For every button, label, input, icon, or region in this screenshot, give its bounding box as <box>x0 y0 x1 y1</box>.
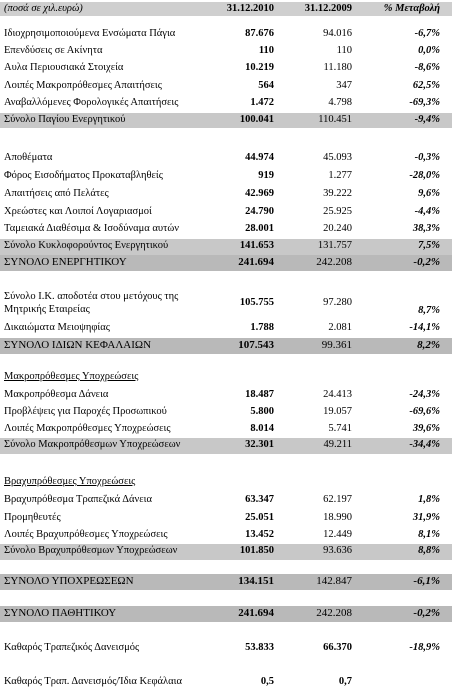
total-row: ΣΥΝΟΛΟ ΥΠΟΧΡΕΩΣΕΩΝ 134.151 142.847 -6,1% <box>0 574 452 590</box>
total-row: ΣΥΝΟΛΟ ΕΝΕΡΓΗΤΙΚΟΥ 241.694 242.208 -0,2% <box>0 255 452 271</box>
total-row: ΣΥΝΟΛΟ ΙΔΙΩΝ ΚΕΦΑΛΑΙΩΝ 107.543 99.361 8,2% <box>0 338 452 354</box>
col-change-header: % Μεταβολή <box>383 3 440 14</box>
col-2009-header: 31.12.2009 <box>304 3 352 14</box>
balance-sheet: (ποσά σε χιλ.ευρώ) 31.12.2010 31.12.2009 % Μεταβολή Ιδιοχρησιμοποιούμενα Ενσώματα Πάγια 87.676 94.016 -6,7% Επενδύσεις σε Ακίνητα 110 110 0,0% Αυλα Περιουσιακά Στοιχεία 10.219 11.180 -8,6% Λοιπές Μακροπρόθεσμες Απαιτήσεις 564 347 62,5% Αναβαλλόμενες Φορολογικές Απαιτήσεις 1.472 4.798 -69,3% Σύνολο Παγίου Ενεργητικού 100.041 110.451 -9,4% Αποθέματα 44.974 45.093 -0,3% Φόρος Εισοδήματος Προκαταβληθείς 919 1.277 -28,0% Απαιτήσεις από Πελάτες 42.969 39.222 9,6% Χρεώστες και Λοιποί Λογαριασμοί 24.790 25.925 -4,4% Ταμειακά Διαθέσιμα & Ισοδύναμα αυτών 28.001 20.240 38,3% Σύνολο Κυκλοφορούντος Ενεργητικού 141.653 131.757 7,5% ΣΥΝΟΛΟ ΕΝΕΡΓΗΤΙΚΟΥ 241.694 242.208 -0,2% Σύνολο Ι.Κ. αποδοτέα στου μετόχους της Μητρικής Εταιρείας 105.755 97.280 8,7% Δικαιώματα Μειοψηφίας 1.788 2.081 -14,1% ΣΥΝΟΛΟ ΙΔΙΩΝ ΚΕΦΑΛΑΙΩΝ 107.543 99.361 8,2% Μακροπρόθεσμες Υποχρεώσεις Μακροπρόθεσμα Δάνεια 18.487 24.413 -24,3% Προβλέψεις για Παροχές Προσωπικού 5.800 19.057 -69,6% Λοιπές Μακροπρόθεσμες Υποχρεώσεις 8.014 5.741 39,6% Σύνολο Μακροπρόθεσμων Υποχρεώσεων 32.301 49.211 -34,4% Βραχυπρόθεσμες Υποχρεώσεις Βραχυπρόθεσμα Τραπεζικά Δάνεια 63.347 62.197 1,8% Προμηθευτές 25.051 18.990 31,9% Λοιπές Βραχυπρόθεσμες Υποχρεώσεις 13.452 12.449 8,1% Σύνολο Βραχυπρόθεσμων Υποχρεώσεων 101.850 93.636 8,8% ΣΥΝΟΛΟ ΥΠΟΧΡΕΩΣΕΩΝ 134.151 142.847 -6,1% ΣΥΝΟΛΟ ΠΑΘΗΤΙΚΟΥ 241.694 242.208 -0,2% Καθαρός Τραπεζικός Δανεισμός 53.833 66.370 -18,9% Καθαρός Τραπ. Δανεισμός/Ίδια Κεφάλαια 0,5 0,7 <box>0 0 452 691</box>
table-row: Σύνολο Ι.Κ. αποδοτέα στου μετόχους της Μητρικής Εταιρείας 105.755 97.280 8,7% <box>4 291 440 316</box>
subtotal-row: Σύνολο Μακροπρόθεσμων Υποχρεώσεων 32.301 49.211 -34,4% <box>0 438 452 454</box>
subtotal-row: Σύνολο Βραχυπρόθεσμων Υποχρεώσεων 101.850 93.636 8,8% <box>0 544 452 560</box>
total-row: ΣΥΝΟΛΟ ΠΑΘΗΤΙΚΟΥ 241.694 242.208 -0,2% <box>0 606 452 622</box>
col-2010-header: 31.12.2010 <box>226 3 274 14</box>
unit-note: (ποσά σε χιλ.ευρώ) <box>4 3 83 14</box>
subtotal-row: Σύνολο Παγίου Ενεργητικού 100.041 110.451 -9,4% <box>0 113 452 128</box>
header-row <box>0 2 452 16</box>
subtotal-row: Σύνολο Κυκλοφορούντος Ενεργητικού 141.653 131.757 7,5% <box>0 239 452 255</box>
